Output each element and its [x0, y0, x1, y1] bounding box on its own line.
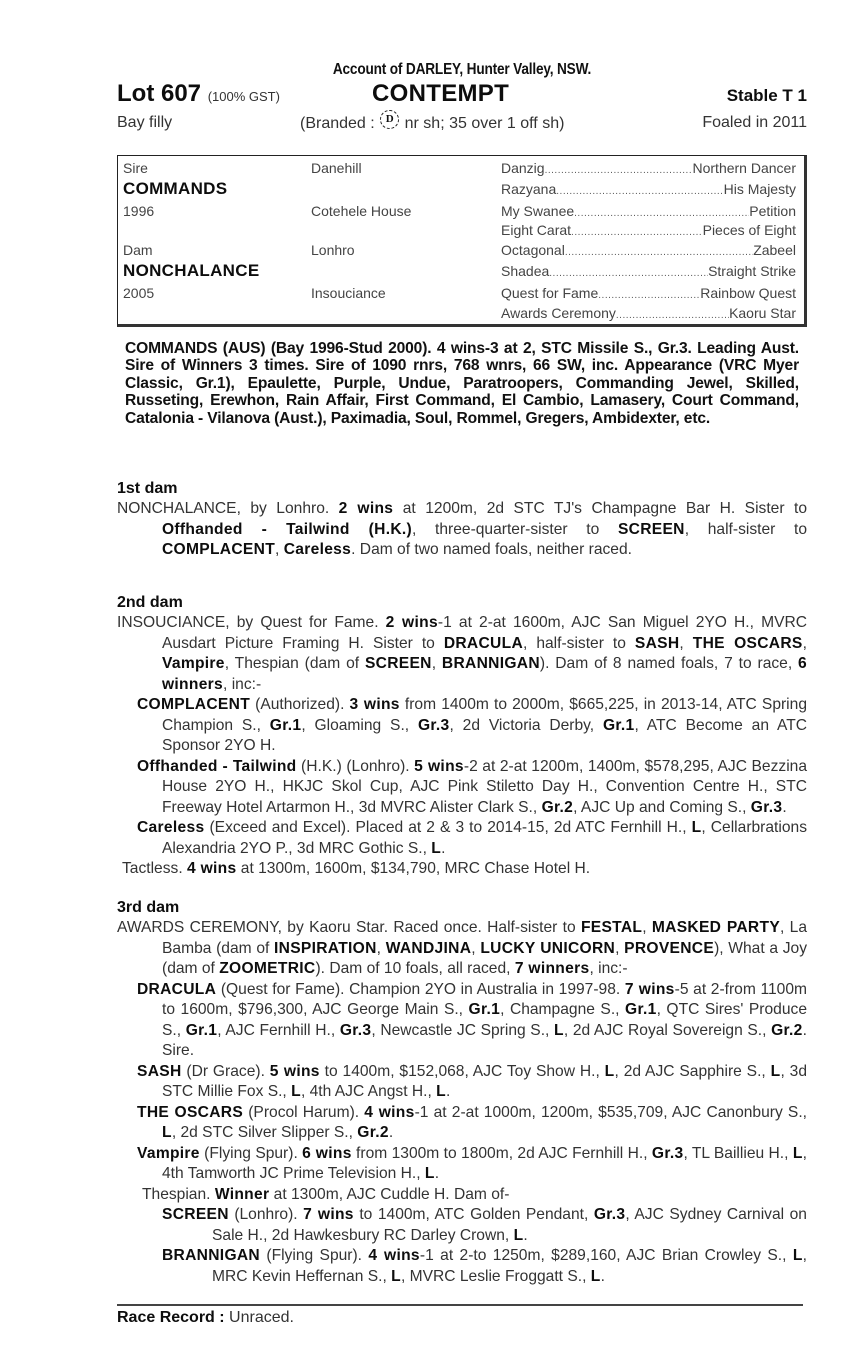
g3-sire: Kaoru Star: [729, 305, 796, 321]
pedigree-table: [117, 155, 807, 327]
third-dam-heading: 3rd dam: [117, 899, 180, 916]
sire-dam: Cotehele House: [311, 203, 412, 219]
grand-progeny-screen: SCREEN (Lonhro). 7 wins to 1400m, ATC Golden Pendant, Gr.3, AJC Sydney Carnival on Sale H., 2d Hawkesbury RC Darley Crown, L.: [162, 1206, 807, 1244]
g3-horse: Shadea: [501, 263, 550, 279]
g3-horse: Danzig: [501, 160, 545, 176]
leader-dots: [616, 303, 729, 327]
sire-label: Sire: [123, 160, 148, 176]
gst-note: (100% GST): [207, 89, 280, 104]
brand-suffix: nr sh; 35 over 1 off sh): [404, 115, 565, 132]
dam-name: NONCHALANCE: [123, 261, 260, 280]
sire-sire: Danehill: [311, 160, 362, 176]
sire-name: COMMANDS: [123, 179, 228, 198]
race-record-label: Race Record :: [117, 1309, 225, 1326]
grand-progeny-brannigan: BRANNIGAN (Flying Spur). 4 wins-1 at 2-to 1250m, $289,160, AJC Brian Crowley S., L, MRC Kevin Heffernan S., L, MVRC Leslie Froggatt S., L.: [162, 1247, 807, 1285]
vendor-account: Account of DARLEY, Hunter Valley, NSW.: [332, 61, 592, 78]
dam-dam: Insouciance: [311, 285, 386, 301]
brand-info: [300, 110, 564, 137]
third-dam-intro: AWARDS CEREMONY, by Kaoru Star. Raced once. Half-sister to FESTAL, MASKED PARTY, La Bamba (dam of INSPIRATION, WANDJINA, LUCKY UNICORN, PROVENCE), What a Joy (dam of ZOOMETRIC). Dam of 10 foals, all raced, 7 winners, inc:-: [117, 919, 808, 977]
pedigree-g3-row: [501, 179, 796, 203]
progeny-dracula: DRACULA (Quest for Fame). Champion 2YO in Australia in 1997-98. 7 wins-5 at 2-from 1100m to 1600m, $796,300, AJC George Main S., Gr.1, Champagne S., Gr.1, QTC Sires' Produce S., Gr.1, AJC Fernhill H., Gr.3, Newcastle JC Spring S., L, 2d AJC Royal Sovereign S., Gr.2. Sire.: [137, 980, 807, 1059]
g3-sire: Straight Strike: [708, 263, 796, 279]
leader-dots: [545, 158, 693, 182]
catalogue-page-header: [117, 60, 807, 134]
progeny-thespian: Thespian. Winner at 1300m, AJC Cuddle H. Dam of-: [142, 1185, 510, 1203]
g3-sire: Northern Dancer: [692, 160, 796, 176]
sex-color: Bay filly: [117, 114, 173, 131]
foaled-year: Foaled in 2011: [702, 114, 807, 131]
g3-horse: Razyana: [501, 181, 557, 197]
third-dam-section: [117, 898, 807, 1287]
g3-sire: Zabeel: [753, 242, 796, 258]
progeny-the-oscars: THE OSCARS (Procol Harum). 4 wins-1 at 2-at 1000m, 1200m, $535,709, AJC Canonbury S., L, 2d STC Silver Slipper S., Gr.2.: [137, 1103, 807, 1141]
sire-year: 1996: [123, 203, 155, 219]
leader-dots: [556, 179, 723, 203]
pedigree-g3-row: [501, 303, 796, 327]
g3-horse: Awards Ceremony: [501, 305, 616, 321]
second-dam-section: [117, 593, 807, 880]
g3-horse: Octagonal: [501, 242, 565, 258]
sire-summary: COMMANDS (AUS) (Bay 1996-Stud 2000). 4 wins-3 at 2, STC Missile S., Gr.3. Leading Aust. Sire of Winners 3 times. Sire of 1090 rnrs, 768 wnrs, 66 SW, inc. Appearance (VRC Myer Classic, Gr.1), Epaulette, Purple, Undue, Paratroopers, Commanding Jewel, Skilled, Russeting, Erewhon, Rain Affair, First Command, El Cambio, Lamasery, Court Command, Catalonia - Vilanova (Aust.), Paximadia, Soul, Rommel, Gregers, Ambidexter, etc.: [125, 340, 799, 427]
second-dam-heading: 2nd dam: [117, 594, 183, 611]
first-dam-paragraph: NONCHALANCE, by Lonhro. 2 wins at 1200m, 2d STC TJ's Champagne Bar H. Sister to Offhanded - Tailwind (H.K.), three-quarter-sister to SCREEN, half-sister to COMPLACENT, Careless. Dam of two named foals, neither raced.: [117, 500, 808, 558]
g3-sire: Petition: [749, 203, 796, 219]
horse-name: CONTEMPT: [372, 80, 510, 107]
progeny-offhanded: Offhanded - Tailwind (H.K.) (Lonhro). 5 wins-2 at 2-at 1200m, 1400m, $578,295, AJC Bezzina House 2YO H., HKJC Skol Cup, AJC Pink Stiletto Day H., Convention Centre H., STC Freeway Hotel Artarmon H., 3d MVRC Alister Clark S., Gr.2, AJC Up and Coming S., Gr.3.: [137, 757, 808, 816]
first-dam-heading: 1st dam: [117, 480, 178, 497]
progeny-complacent: COMPLACENT (Authorized). 3 wins from 1400m to 2000m, $665,225, in 2013-14, ATC Spring Champion S., Gr.1, Gloaming S., Gr.3, 2d Victoria Derby, Gr.1, ATC Become an ATC Sponsor 2YO H.: [137, 696, 808, 754]
brand-prefix: (Branded :: [300, 115, 375, 132]
leader-dots: [565, 240, 753, 264]
progeny-careless: Careless (Exceed and Excel). Placed at 2 & 3 to 2014-15, 2d ATC Fernhill H., L, Cellarbrations Alexandria 2YO P., 3d MRC Gothic S., L.: [137, 819, 807, 857]
race-record-value: Unraced.: [224, 1309, 294, 1326]
lot-title-row: [117, 80, 807, 108]
dam-year: 2005: [123, 285, 155, 301]
leader-dots: [549, 261, 708, 285]
dam-sire: Lonhro: [311, 242, 355, 258]
progeny-sash: SASH (Dr Grace). 5 wins to 1400m, $152,068, AJC Toy Show H., L, 2d AJC Sapphire S., L, 3d STC Millie Fox S., L, 4th AJC Angst H., L.: [137, 1062, 808, 1100]
stable-location: Stable T 1: [726, 86, 807, 105]
dam-label: Dam: [123, 242, 153, 258]
g3-horse: My Swanee: [501, 203, 575, 219]
g3-horse: Eight Carat: [501, 222, 572, 238]
g3-sire: Rainbow Quest: [700, 285, 796, 301]
pedigree-g3-row: [501, 240, 796, 264]
progeny-tactless: Tactless. 4 wins at 1300m, 1600m, $134,790, MRC Chase Hotel H.: [122, 860, 591, 877]
first-dam-section: [117, 479, 807, 561]
g3-sire: Pieces of Eight: [702, 222, 796, 238]
second-dam-intro: INSOUCIANCE, by Quest for Fame. 2 wins-1 at 2-at 1600m, AJC San Miguel 2YO H., MVRC Ausdart Picture Framing H. Sister to DRACULA, half-sister to SASH, THE OSCARS, Vampire, Thespian (dam of SCREEN, BRANNIGAN). Dam of 8 named foals, 7 to race, 6 winners, inc:-: [117, 614, 808, 693]
lot-number: [117, 80, 280, 111]
description-row: [117, 108, 807, 134]
pedigree-g3-row: [501, 158, 796, 182]
lot-label: Lot 607: [117, 80, 202, 107]
pedigree-g3-row: [501, 261, 796, 285]
g3-sire: His Majesty: [723, 181, 796, 197]
race-record: [117, 1304, 803, 1329]
progeny-vampire: Vampire (Flying Spur). 6 wins from 1300m to 1800m, 2d AJC Fernhill H., Gr.3, TL Baillieu H., L, 4th Tamworth JC Prime Television H., L.: [137, 1144, 808, 1182]
d-brand-icon: D: [380, 110, 399, 129]
g3-horse: Quest for Fame: [501, 285, 599, 301]
